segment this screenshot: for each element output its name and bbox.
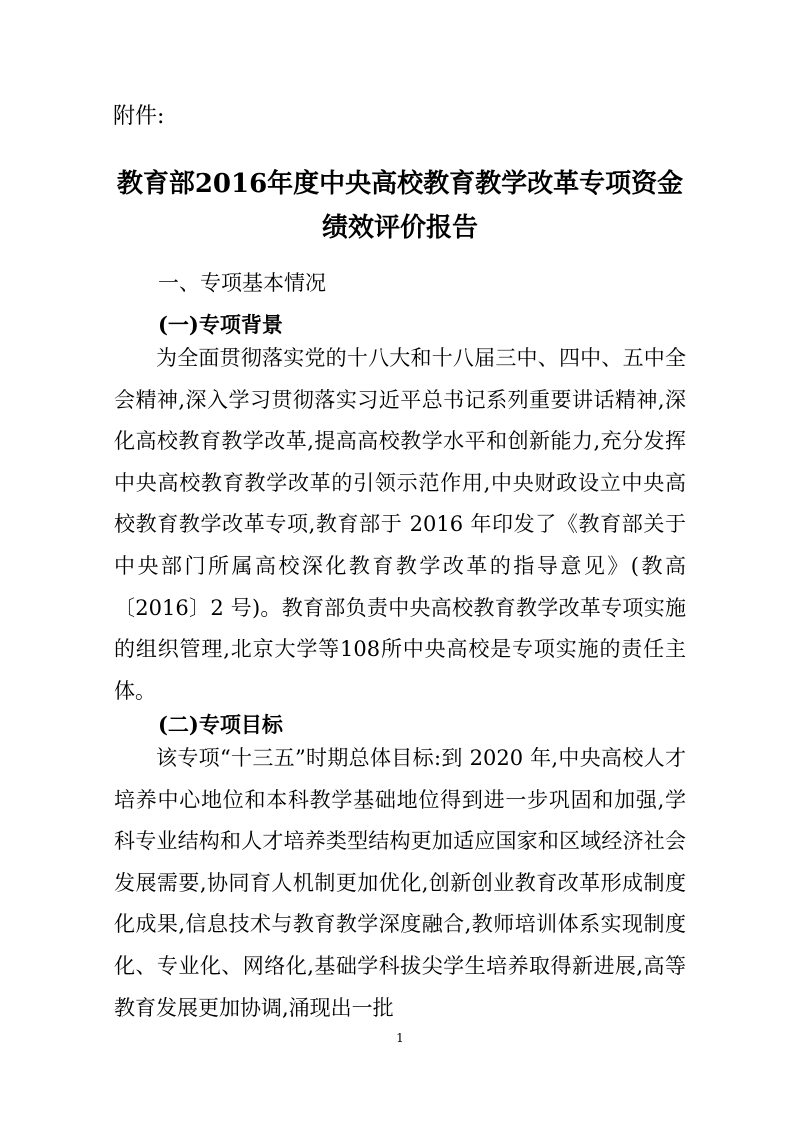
page-number: 1 [396, 1031, 404, 1045]
subsection-heading-background: (一)专项背景 [158, 312, 283, 337]
section-heading-basic-info: 一、专项基本情况 [158, 271, 326, 295]
document-title-line-2: 绩效评价报告 [321, 213, 478, 243]
background-paragraph: 为全面贯彻落实党的十八大和十八届三中、四中、五中全会精神,深入学习贯彻落实习近平总书记系列重要讲话精神,深化高校教育教学改革,提高高校教学水平和创新能力,充分发挥中央高校教育教学改革的引领示范作用,中央财政设立中央高校教育教学改革专项,教育部于 2016 年印发了《教育部关于中央部门所属高校深化教育教学改革的指导意见》(教高〔2016〕2 号)。教育部负责中央高校教育教学改革专项实施的组织管理,北京大学等108所中央高校是专项实施的责任主体。 [114, 346, 686, 703]
objectives-paragraph: 该专项“十三五”时期总体目标:到 2020 年,中央高校人才培养中心地位和本科教学基础地位得到进一步巩固和加强,学科专业结构和人才培养类型结构更加适应国家和区域经济社会发展需要,协同育人机制更加优化,创新创业教育改革形成制度化成果,信息技术与教育教学深度融合,教师培训体系实现制度化、专业化、网络化,基础学科拔尖学生培养取得新进展,高等教育发展更加协调,涌现出一批 [114, 746, 686, 1020]
attachment-label: 附件: [113, 104, 165, 129]
document-title-line-1: 教育部2016年度中央高校教育教学改革专项资金 [116, 169, 684, 199]
subsection-heading-objectives: (二)专项目标 [158, 712, 283, 737]
